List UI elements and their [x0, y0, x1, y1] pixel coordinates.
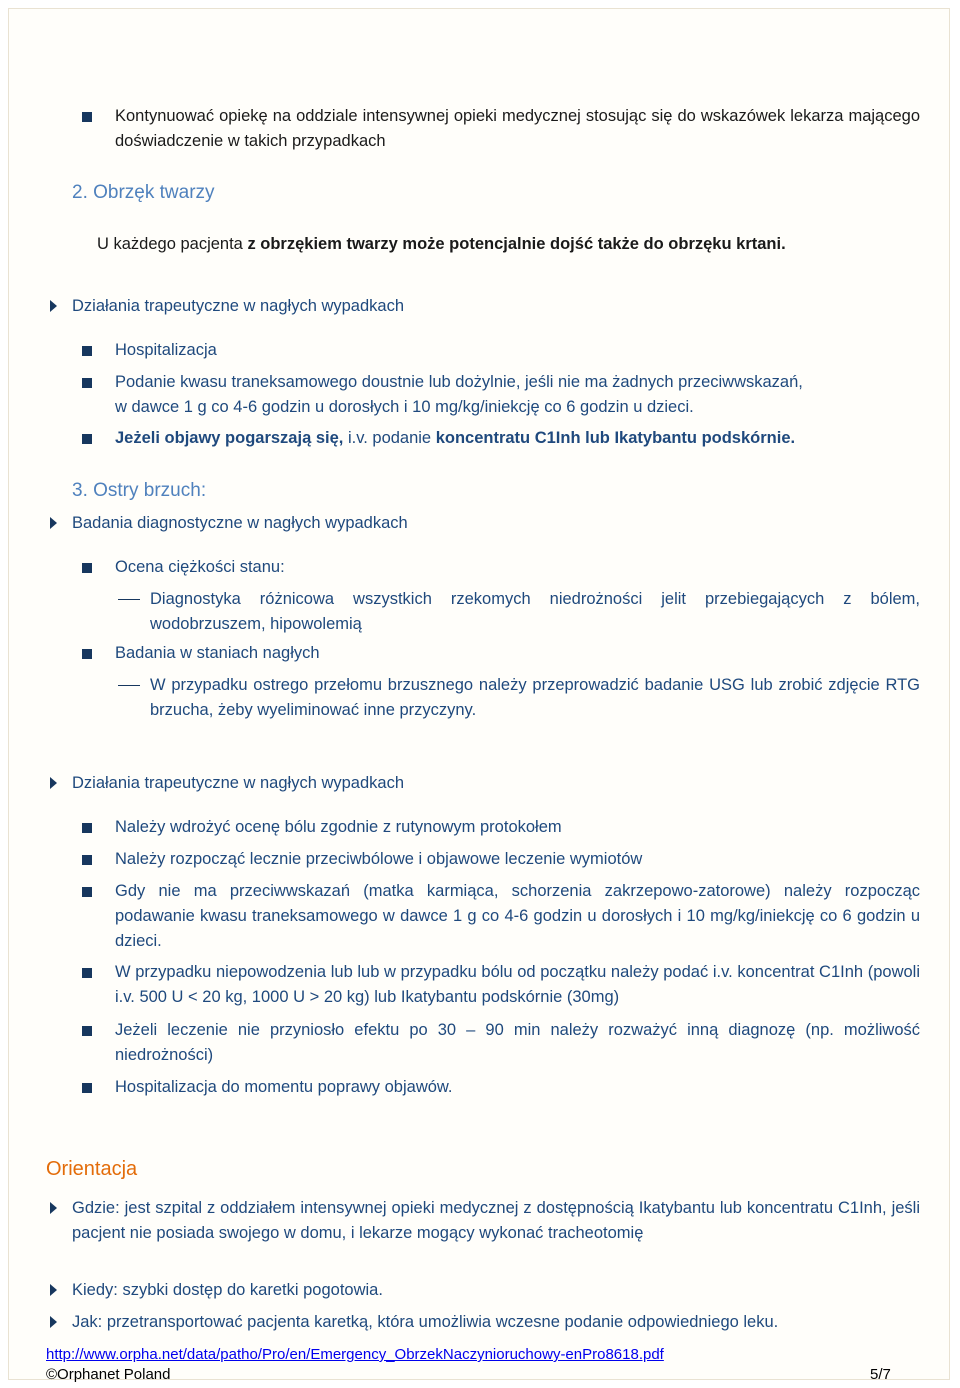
tranexamic-line-2: w dawce 1 g co 4-6 godzin u dorosłych i 10 mg/kg/iniekcję co 6 godzin u dzieci. [115, 398, 694, 416]
square-bullet-icon [82, 346, 92, 356]
list-item-tranexamic-2: Gdy nie ma przeciwwskazań (matka karmiąca, schorzenia zakrzepowo-zatorowe) należy rozpocząc podawanie kwasu traneksamowego w dawce 1 g co 4-6 godzin u dorosłych i 10 mg/kg/iniekcję co 6 godzin u dzieci. [115, 882, 920, 950]
orientation-where: Gdzie: jest szpital z oddziałem intensywnej opieki medycznej z dostępnością Ikatybantu lub koncentratu C1Inh, jeśli pacjent nie posiada swojego w domu, i lekarze mogący wykonać tracheotomię [72, 1199, 920, 1242]
subsection-title-diagnostics: Badania diagnostyczne w nagłych wypadkach [72, 514, 408, 532]
square-bullet-icon [82, 887, 92, 897]
square-bullet-icon [82, 1026, 92, 1036]
worsening-bold-2: koncentratu C1Inh lub Ikatybantu podskórnie. [435, 429, 796, 447]
triangle-bullet-icon [50, 1316, 57, 1328]
subsection-title-actions: Działania trapeutyczne w nagłych wypadkach [72, 297, 405, 315]
worsening-bold: Jeżeli objawy pogarszają się, [115, 429, 344, 447]
sub-item-usg: W przypadku ostrego przełomu brzusznego należy przeprowadzić badanie USG lub zrobić zdjęcie RTG brzucha, żeby wyeliminować inne przyczyny. [150, 676, 920, 719]
footer-page-number: 5/7 [870, 1366, 891, 1383]
dash-bullet-icon [118, 599, 140, 600]
intro-text: U każdego pacjenta [97, 235, 248, 253]
list-item-c1inh: W przypadku niepowodzenia lub lub w przypadku bólu od początku należy podać i.v. koncentrat C1Inh (powoli i.v. 500 U < 20 kg, 1000 U > 20 kg) lub Ikatybantu podskórnie (30mg) [115, 963, 920, 1006]
dash-bullet-icon [118, 685, 140, 686]
triangle-bullet-icon [50, 1202, 57, 1214]
square-bullet-icon [82, 649, 92, 659]
square-bullet-icon [82, 112, 92, 122]
triangle-bullet-icon [50, 517, 57, 529]
list-item-hospitalization: Hospitalizacja [115, 341, 217, 359]
square-bullet-icon [82, 434, 92, 444]
triangle-bullet-icon [50, 777, 57, 789]
square-bullet-icon [82, 1083, 92, 1093]
section-title-facial-edema: 2. Obrzęk twarzy [72, 182, 215, 203]
square-bullet-icon [82, 968, 92, 978]
footer-copyright: ©Orphanet Poland [46, 1366, 171, 1383]
square-bullet-icon [82, 855, 92, 865]
intro-bold-text: z obrzękiem twarzy może potencjalnie dojść także do obrzęku krtani. [247, 235, 786, 253]
list-item-rediagnose: Jeżeli leczenie nie przyniosło efektu po 30 – 90 min należy rozważyć inną diagnozę (np. możliwość niedrożności) [115, 1021, 920, 1064]
square-bullet-icon [82, 823, 92, 833]
triangle-bullet-icon [50, 300, 57, 312]
list-item-emergency-tests: Badania w staniach nagłych [115, 644, 320, 662]
list-item-intensive-care: Kontynuować opiekę na oddziale intensywnej opieki medycznej stosując się do wskazówek lekarza mającego doświadczenie w takich przypadkach [115, 107, 920, 150]
sub-item-differential: Diagnostyka różnicowa wszystkich rzekomych niedrożności jelit przebiegających z bólem, wodobrzuszem, hipowolemią [150, 590, 920, 633]
section-intro [97, 232, 927, 257]
list-item-hospitalization-2: Hospitalizacja do momentu poprawy objawów. [115, 1078, 453, 1096]
footer-source-link[interactable]: http://www.orpha.net/data/patho/Pro/en/Emergency_ObrzekNaczynioruchowy-enPro8618.pdf [46, 1346, 664, 1363]
list-item-analgesia: Należy rozpocząć lecznie przeciwbólowe i objawowe leczenie wymiotów [115, 850, 643, 868]
list-item-pain-assessment: Należy wdrożyć ocenę bólu zgodnie z rutynowym protokołem [115, 818, 562, 836]
section-title-acute-abdomen: 3. Ostry brzuch: [72, 480, 207, 501]
list-item-tranexamic [115, 370, 925, 420]
triangle-bullet-icon [50, 1284, 57, 1296]
orientation-when: Kiedy: szybki dostęp do karetki pogotowia. [72, 1281, 383, 1299]
tranexamic-line-1: Podanie kwasu traneksamowego doustnie lub dożylnie, jeśli nie ma żadnych przeciwwskazań, [115, 373, 803, 391]
worsening-text: i.v. podanie [343, 429, 436, 447]
square-bullet-icon [82, 378, 92, 388]
subsection-title-actions-2: Działania trapeutyczne w nagłych wypadkach [72, 774, 405, 792]
list-item-worsening [115, 426, 925, 451]
orientation-how: Jak: przetransportować pacjenta karetką, która umożliwia wczesne podanie odpowiedniego leku. [72, 1313, 779, 1331]
orientation-title: Orientacja [46, 1158, 138, 1180]
square-bullet-icon [82, 563, 92, 573]
list-item-severity: Ocena ciężkości stanu: [115, 558, 285, 576]
